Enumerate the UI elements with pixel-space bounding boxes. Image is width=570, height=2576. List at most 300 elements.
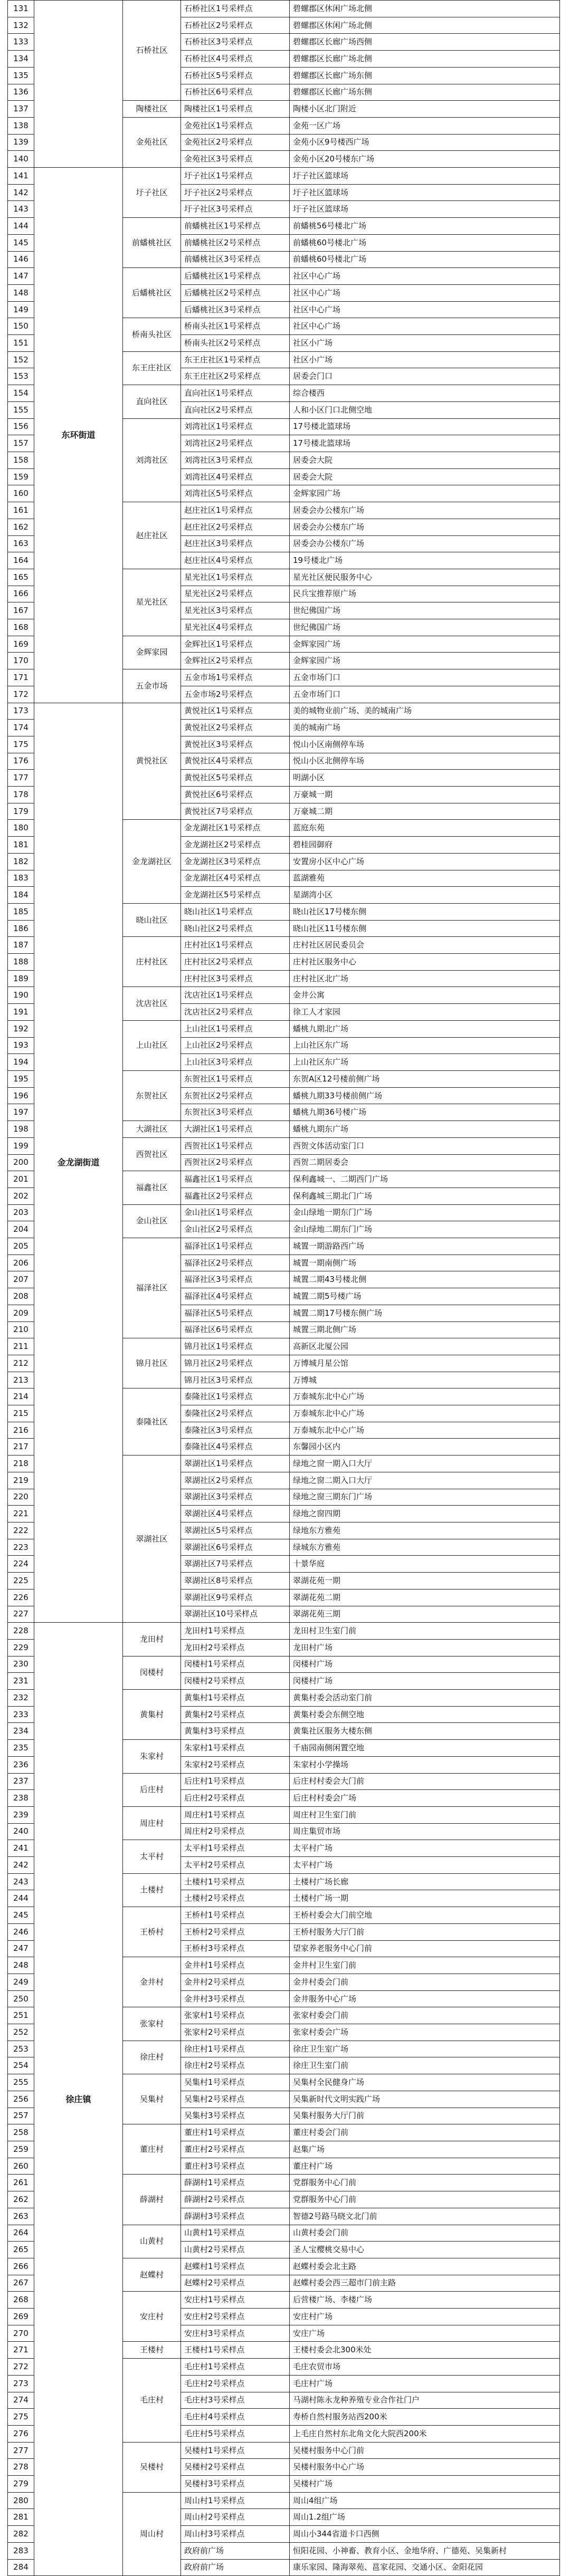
location-cell: 万博城 (290, 1372, 560, 1388)
sampling-point-cell: 吴集村2号采样点 (181, 2091, 290, 2108)
community-cell: 太平村 (123, 1840, 181, 1873)
row-number-cell: 220 (8, 1489, 34, 1506)
location-cell: 碧螺郡区长廊广场北侧 (290, 51, 560, 68)
street-cell (34, 1, 123, 168)
row-number-cell: 256 (8, 2091, 34, 2108)
sampling-point-cell: 翠湖社区1号采样点 (181, 1455, 290, 1472)
sampling-point-cell: 周庄村2号采样点 (181, 1823, 290, 1840)
row-number-cell: 239 (8, 1806, 34, 1823)
sampling-point-cell: 刘湾社区4号采样点 (181, 468, 290, 485)
location-cell: 龙田村广场 (290, 1639, 560, 1656)
row-number-cell: 156 (8, 418, 34, 435)
sampling-point-cell: 西贺社区1号采样点 (181, 1137, 290, 1154)
sampling-point-cell: 前蟠桃社区2号采样点 (181, 234, 290, 251)
row-number-cell: 215 (8, 1405, 34, 1422)
location-cell: 社区小广场 (290, 351, 560, 368)
location-cell: 城置一期游路西广场 (290, 1238, 560, 1255)
sampling-point-cell: 石桥社区5号采样点 (181, 67, 290, 84)
location-cell: 庄村社区居民委员会 (290, 937, 560, 954)
row-number-cell: 224 (8, 1556, 34, 1573)
row-number-cell: 280 (8, 2492, 34, 2509)
row-number-cell: 238 (8, 1790, 34, 1807)
sampling-point-cell: 星光社区3号采样点 (181, 602, 290, 619)
location-cell: 17号楼北篮球场 (290, 418, 560, 435)
row-number-cell: 277 (8, 2442, 34, 2459)
row-number-cell: 132 (8, 17, 34, 34)
location-cell: 蟠桃九期北广场 (290, 1020, 560, 1037)
sampling-point-cell: 晓山社区1号采样点 (181, 903, 290, 920)
row-number-cell: 137 (8, 101, 34, 118)
location-cell: 居委会办公楼东广场 (290, 519, 560, 535)
row-number-cell: 203 (8, 1204, 34, 1221)
community-cell: 金山社区 (123, 1204, 181, 1238)
sampling-point-cell: 龙田村2号采样点 (181, 1639, 290, 1656)
community-cell: 周山村 (123, 2492, 181, 2576)
row-number-cell: 182 (8, 853, 34, 870)
row-number-cell: 190 (8, 987, 34, 1004)
row-number-cell: 152 (8, 351, 34, 368)
row-number-cell: 168 (8, 619, 34, 636)
sampling-point-cell: 赵蝶村2号采样点 (181, 2275, 290, 2292)
location-cell: 金井村卫生室门前 (290, 1957, 560, 1974)
sampling-point-cell: 刘湾社区2号采样点 (181, 435, 290, 452)
row-number-cell: 207 (8, 1271, 34, 1288)
sampling-point-cell: 翠湖社区6号采样点 (181, 1539, 290, 1556)
sampling-point-cell: 董庄村2号采样点 (181, 2141, 290, 2158)
sampling-point-cell: 福鑫社区2号采样点 (181, 1188, 290, 1204)
location-cell: 万博城月星公馆 (290, 1355, 560, 1372)
row-number-cell: 153 (8, 368, 34, 385)
location-cell: 吴集村全民健身广场 (290, 2074, 560, 2091)
sampling-point-cell: 刘湾社区5号采样点 (181, 485, 290, 502)
sampling-point-cell: 圩子社区2号采样点 (181, 184, 290, 201)
table-row (8, 1623, 560, 1640)
row-number-cell: 212 (8, 1355, 34, 1372)
sampling-point-cell: 翠湖社区7号采样点 (181, 1556, 290, 1573)
row-number-cell: 235 (8, 1740, 34, 1757)
location-cell: 绿地之窗三期东门广场 (290, 1489, 560, 1506)
location-cell: 金辉家园广场 (290, 653, 560, 669)
row-number-cell: 253 (8, 2041, 34, 2057)
location-cell: 张家村委会广场 (290, 2024, 560, 2041)
row-number-cell: 193 (8, 1037, 34, 1054)
sampling-point-cell: 福泽社区1号采样点 (181, 1238, 290, 1255)
row-number-cell: 279 (8, 2476, 34, 2493)
sampling-point-cell: 桥南头社区1号采样点 (181, 318, 290, 335)
row-number-cell: 226 (8, 1589, 34, 1606)
sampling-point-cell: 毛庄村1号采样点 (181, 2359, 290, 2376)
sampling-point-cell: 东贺社区2号采样点 (181, 1087, 290, 1104)
community-cell: 前蟠桃社区 (123, 218, 181, 268)
location-cell: 碧螺郡区休闲广场北侧 (290, 17, 560, 34)
sampling-point-cell: 金龙湖社区2号采样点 (181, 837, 290, 854)
row-number-cell: 259 (8, 2141, 34, 2158)
row-number-cell: 198 (8, 1121, 34, 1138)
location-cell: 悦山小区北侧停车场 (290, 753, 560, 770)
location-cell: 世纪佛国广场 (290, 619, 560, 636)
location-cell: 综合楼西 (290, 385, 560, 402)
location-cell: 千庙园南侧闲置空地 (290, 1740, 560, 1757)
sampling-point-cell: 泰隆社区1号采样点 (181, 1388, 290, 1405)
community-cell: 黄悦社区 (123, 703, 181, 820)
sampling-point-cell: 赵庄社区1号采样点 (181, 502, 290, 519)
sampling-point-cell: 东王庄社区2号采样点 (181, 368, 290, 385)
sampling-point-cell: 金龙湖社区3号采样点 (181, 853, 290, 870)
sampling-point-cell: 上山社区3号采样点 (181, 1054, 290, 1071)
row-number-cell: 264 (8, 2225, 34, 2242)
sampling-point-cell: 黄集村1号采样点 (181, 1690, 290, 1707)
table-body (8, 1, 560, 2576)
row-number-cell: 154 (8, 385, 34, 402)
sampling-point-cell: 金辉社区2号采样点 (181, 653, 290, 669)
row-number-cell: 214 (8, 1388, 34, 1405)
row-number-cell: 140 (8, 151, 34, 168)
community-cell: 晓山社区 (123, 903, 181, 936)
row-number-cell: 160 (8, 485, 34, 502)
community-cell: 直向社区 (123, 385, 181, 418)
location-cell: 万泰城东北中心广场 (290, 1388, 560, 1405)
sampling-point-cell: 山黄村1号采样点 (181, 2225, 290, 2242)
row-number-cell: 136 (8, 84, 34, 101)
row-number-cell: 208 (8, 1288, 34, 1305)
sampling-point-cell: 王桥村2号采样点 (181, 1923, 290, 1940)
sampling-point-cell: 翠湖社区3号采样点 (181, 1489, 290, 1506)
sampling-point-cell: 毛庄村5号采样点 (181, 2425, 290, 2442)
location-cell: 毛庄农贸市场 (290, 2359, 560, 2376)
row-number-cell: 166 (8, 586, 34, 602)
sampling-point-cell: 五金市场2号采样点 (181, 686, 290, 703)
location-cell: 后庄村村委会大门前 (290, 1773, 560, 1790)
location-cell: 党群服务中心门前 (290, 2175, 560, 2191)
location-cell: 吴集村服务大厅门前 (290, 2108, 560, 2124)
community-cell: 桥南头社区 (123, 318, 181, 351)
row-number-cell: 151 (8, 335, 34, 352)
sampling-point-cell: 刘湾社区1号采样点 (181, 418, 290, 435)
row-number-cell: 142 (8, 184, 34, 201)
location-cell: 寿桥自然村服务站西200米 (290, 2409, 560, 2426)
location-cell: 碧螺郡区休闲广场北侧 (290, 1, 560, 17)
location-cell: 黄集村委会活动室门前 (290, 1690, 560, 1707)
sampling-point-cell: 赵庄社区3号采样点 (181, 535, 290, 552)
row-number-cell: 191 (8, 1004, 34, 1021)
row-number-cell: 231 (8, 1673, 34, 1690)
sampling-point-cell: 大湖社区1号采样点 (181, 1121, 290, 1138)
location-cell: 金苑小区9号楼西广场 (290, 134, 560, 151)
row-number-cell: 271 (8, 2342, 34, 2359)
row-number-cell: 272 (8, 2359, 34, 2376)
location-cell: 万泰城东北中心广场 (290, 1405, 560, 1422)
location-cell: 社区中心广场 (290, 301, 560, 318)
location-cell: 东贺A区12号楼前侧广场 (290, 1071, 560, 1088)
row-number-cell: 189 (8, 970, 34, 987)
location-cell: 金井公寓 (290, 987, 560, 1004)
row-number-cell: 200 (8, 1154, 34, 1171)
row-number-cell: 158 (8, 452, 34, 468)
location-cell: 星光社区便民服务中心 (290, 569, 560, 586)
location-cell: 徐庄卫生室广场 (290, 2041, 560, 2057)
sampling-point-cell: 土楼村2号采样点 (181, 1890, 290, 1907)
location-cell: 王桥村委会大门前空地 (290, 1907, 560, 1924)
sampling-point-cell: 后庄村1号采样点 (181, 1773, 290, 1790)
sampling-point-cell: 政府前广场 (181, 2542, 290, 2559)
sampling-point-cell: 金山社区2号采样点 (181, 1221, 290, 1238)
row-number-cell: 177 (8, 770, 34, 787)
community-cell: 福泽社区 (123, 1238, 181, 1338)
location-cell: 城置二期43号楼北侧 (290, 1271, 560, 1288)
sampling-point-cell: 上山社区1号采样点 (181, 1020, 290, 1037)
sampling-point-cell: 泰隆社区3号采样点 (181, 1422, 290, 1439)
location-cell: 徐庄卫生室门前 (290, 2057, 560, 2074)
community-cell: 翠湖社区 (123, 1455, 181, 1623)
street-cell: 东环街道 (34, 168, 123, 703)
location-cell: 董庄村委会门前 (290, 2124, 560, 2141)
location-cell: 翠湖花苑三期 (290, 1606, 560, 1623)
community-cell: 上山社区 (123, 1020, 181, 1070)
community-cell: 东贺社区 (123, 1071, 181, 1121)
location-cell: 太平村广场 (290, 1840, 560, 1857)
location-cell: 上毛庄自然村东北角文化大院西200米 (290, 2425, 560, 2442)
location-cell: 社区中心广场 (290, 268, 560, 285)
community-cell: 吴集村 (123, 2074, 181, 2124)
community-cell: 东王庄社区 (123, 351, 181, 385)
row-number-cell: 205 (8, 1238, 34, 1255)
location-cell: 悦山小区南侧停车场 (290, 736, 560, 753)
community-cell: 徐庄村 (123, 2041, 181, 2074)
row-number-cell: 281 (8, 2509, 34, 2526)
row-number-cell: 143 (8, 201, 34, 218)
location-cell: 蟠桃九期东广场 (290, 1121, 560, 1138)
row-number-cell: 222 (8, 1522, 34, 1539)
sampling-point-cell: 福泽社区5号采样点 (181, 1305, 290, 1321)
row-number-cell: 188 (8, 954, 34, 971)
location-cell: 绿地之窗一期入口大厅 (290, 1455, 560, 1472)
location-cell: 晓山社区11号楼东侧 (290, 920, 560, 937)
sampling-point-cell: 金苑社区1号采样点 (181, 117, 290, 134)
sampling-point-cell: 王桥村3号采样点 (181, 1940, 290, 1957)
row-number-cell: 174 (8, 720, 34, 736)
sampling-point-cell: 前蟠桃社区3号采样点 (181, 251, 290, 268)
location-cell: 万豪城二期 (290, 803, 560, 820)
location-cell: 美的城物业前广场、美的城南广场 (290, 703, 560, 720)
row-number-cell: 243 (8, 1873, 34, 1890)
sampling-point-cell: 黄集村2号采样点 (181, 1706, 290, 1723)
row-number-cell: 223 (8, 1539, 34, 1556)
community-cell: 后蟠桃社区 (123, 268, 181, 318)
location-cell: 金辉家园广场 (290, 636, 560, 653)
location-cell: 碧螺郡区长廊广场西侧 (290, 34, 560, 51)
location-cell: 吴集新时代文明实践广场 (290, 2091, 560, 2108)
row-number-cell: 204 (8, 1221, 34, 1238)
sampling-point-cell: 沈店社区1号采样点 (181, 987, 290, 1004)
sampling-point-cell: 董庄村1号采样点 (181, 2124, 290, 2141)
sampling-point-cell: 后蟠桃社区2号采样点 (181, 284, 290, 301)
location-cell: 居委会办公楼东广场 (290, 502, 560, 519)
sampling-point-cell: 直向社区2号采样点 (181, 401, 290, 418)
row-number-cell: 197 (8, 1104, 34, 1121)
community-cell: 山黄村 (123, 2225, 181, 2258)
community-cell: 石桥社区 (123, 1, 181, 101)
location-cell: 智德2号路马晓文北门前 (290, 2208, 560, 2225)
location-cell: 吴楼村服务中心广场 (290, 2459, 560, 2476)
sampling-point-cell: 五金市场1号采样点 (181, 669, 290, 686)
location-cell: 赵蝶村委会西三超市门前主路 (290, 2275, 560, 2292)
sampling-point-cell: 后庄村2号采样点 (181, 1790, 290, 1807)
location-cell: 赵蝶村委会北主路 (290, 2258, 560, 2275)
row-number-cell: 210 (8, 1321, 34, 1338)
row-number-cell: 265 (8, 2242, 34, 2258)
sampling-point-cell: 东贺社区1号采样点 (181, 1071, 290, 1088)
row-number-cell: 283 (8, 2542, 34, 2559)
row-number-cell: 187 (8, 937, 34, 954)
row-number-cell: 274 (8, 2392, 34, 2409)
sampling-point-cell: 前蟠桃社区1号采样点 (181, 218, 290, 235)
location-cell: 东馨园小区内 (290, 1439, 560, 1455)
row-number-cell: 216 (8, 1422, 34, 1439)
location-cell: 党群服务中心门前 (290, 2191, 560, 2208)
row-number-cell: 173 (8, 703, 34, 720)
location-cell: 赵集广场 (290, 2141, 560, 2158)
location-cell: 上山社区东广场 (290, 1054, 560, 1071)
location-cell: 周山4组广场 (290, 2492, 560, 2509)
sampling-point-cell: 周山村3号采样点 (181, 2526, 290, 2543)
sampling-point-cell: 闵楼村2号采样点 (181, 1673, 290, 1690)
sampling-point-cell: 石桥社区3号采样点 (181, 34, 290, 51)
location-cell: 庄村社区服务中心 (290, 954, 560, 971)
community-cell: 朱家村 (123, 1740, 181, 1773)
community-cell: 圩子社区 (123, 168, 181, 218)
location-cell: 金苑一区广场 (290, 117, 560, 134)
row-number-cell: 234 (8, 1723, 34, 1740)
row-number-cell: 284 (8, 2559, 34, 2576)
location-cell: 17号楼北篮球场 (290, 435, 560, 452)
location-cell: 马湖村陈永龙种养殖专业合作社门户 (290, 2392, 560, 2409)
community-cell: 金井村 (123, 1957, 181, 2007)
row-number-cell: 211 (8, 1338, 34, 1355)
row-number-cell: 258 (8, 2124, 34, 2141)
row-number-cell: 146 (8, 251, 34, 268)
community-cell: 龙田村 (123, 1623, 181, 1656)
row-number-cell: 131 (8, 1, 34, 17)
location-cell: 明湖小区 (290, 770, 560, 787)
location-cell: 陶楼小区北门附近 (290, 101, 560, 118)
row-number-cell: 261 (8, 2175, 34, 2191)
sampling-point-cell: 徐庄村2号采样点 (181, 2057, 290, 2074)
row-number-cell: 268 (8, 2292, 34, 2309)
row-number-cell: 247 (8, 1940, 34, 1957)
sampling-point-cell: 金井村1号采样点 (181, 1957, 290, 1974)
sampling-point-cell: 刘湾社区3号采样点 (181, 452, 290, 468)
row-number-cell: 206 (8, 1255, 34, 1271)
location-cell: 王桥村服务大厅门前 (290, 1923, 560, 1940)
row-number-cell: 194 (8, 1054, 34, 1071)
sampling-point-cell: 毛庄村4号采样点 (181, 2409, 290, 2426)
sampling-point-cell: 石桥社区2号采样点 (181, 17, 290, 34)
sampling-point-cell: 王桥村1号采样点 (181, 1907, 290, 1924)
sampling-point-cell: 圩子社区3号采样点 (181, 201, 290, 218)
location-cell: 周山小344省道卡口西侧 (290, 2526, 560, 2543)
location-cell: 绿地之窗二期入口大厅 (290, 1472, 560, 1489)
sampling-point-cell: 张家村2号采样点 (181, 2024, 290, 2041)
row-number-cell: 213 (8, 1372, 34, 1388)
location-cell: 蓝湖雅苑 (290, 870, 560, 887)
sampling-point-cell: 赵蝶村1号采样点 (181, 2258, 290, 2275)
location-cell: 前蟠桃56号楼北广场 (290, 218, 560, 235)
location-cell: 圣人宝樱桃交易中心 (290, 2242, 560, 2258)
location-cell: 龙田村卫生室门前 (290, 1623, 560, 1640)
location-cell: 碧桂园御府 (290, 837, 560, 854)
location-cell: 保利鑫城一、二期西门广场 (290, 1171, 560, 1188)
row-number-cell: 218 (8, 1455, 34, 1472)
row-number-cell: 254 (8, 2057, 34, 2074)
row-number-cell: 229 (8, 1639, 34, 1656)
row-number-cell: 163 (8, 535, 34, 552)
location-cell: 19号楼北广场 (290, 552, 560, 569)
location-cell: 金山绿地一期东门广场 (290, 1204, 560, 1221)
row-number-cell: 246 (8, 1923, 34, 1940)
row-number-cell: 176 (8, 753, 34, 770)
row-number-cell: 181 (8, 837, 34, 854)
community-cell: 五金市场 (123, 669, 181, 703)
row-number-cell: 157 (8, 435, 34, 452)
location-cell: 城置二期17号楼东侧广场 (290, 1305, 560, 1321)
sampling-point-cell: 周山村1号采样点 (181, 2492, 290, 2509)
location-cell: 晓山社区17号楼东侧 (290, 903, 560, 920)
row-number-cell: 196 (8, 1087, 34, 1104)
community-cell: 吴楼村 (123, 2442, 181, 2492)
community-cell: 毛庄村 (123, 2359, 181, 2443)
row-number-cell: 133 (8, 34, 34, 51)
sampling-point-cell: 泰隆社区2号采样点 (181, 1405, 290, 1422)
location-cell: 前蟠桃60号楼北广场 (290, 251, 560, 268)
sampling-point-cell: 金辉社区1号采样点 (181, 636, 290, 653)
row-number-cell: 186 (8, 920, 34, 937)
community-cell: 周庄村 (123, 1806, 181, 1840)
row-number-cell: 269 (8, 2309, 34, 2325)
sampling-point-cell: 陶楼社区1号采样点 (181, 101, 290, 118)
location-cell: 城置三期北侧广场 (290, 1321, 560, 1338)
sampling-point-cell: 周山村2号采样点 (181, 2509, 290, 2526)
sampling-point-cell: 黄悦社区1号采样点 (181, 703, 290, 720)
row-number-cell: 178 (8, 787, 34, 803)
sampling-point-cell: 福泽社区3号采样点 (181, 1271, 290, 1288)
sampling-point-cell: 赵庄社区4号采样点 (181, 552, 290, 569)
sampling-point-cell: 安庄村2号采样点 (181, 2309, 290, 2325)
location-cell: 闵楼村广场 (290, 1656, 560, 1673)
row-number-cell: 161 (8, 502, 34, 519)
row-number-cell: 149 (8, 301, 34, 318)
sampling-point-cell: 金山社区1号采样点 (181, 1204, 290, 1221)
sampling-point-cell: 金井村3号采样点 (181, 1990, 290, 2007)
location-cell: 五金市场门口 (290, 669, 560, 686)
location-cell: 碧螺郡区长廊广场东侧 (290, 84, 560, 101)
community-cell: 赵蝶村 (123, 2258, 181, 2291)
row-number-cell: 199 (8, 1137, 34, 1154)
community-cell: 土楼村 (123, 1873, 181, 1907)
location-cell: 安庄村广场 (290, 2309, 560, 2325)
sampling-point-cell: 赵庄社区2号采样点 (181, 519, 290, 535)
location-cell: 安置房小区中心广场 (290, 853, 560, 870)
location-cell: 土楼村广场长廊 (290, 1873, 560, 1890)
location-cell: 绿城东方雅苑 (290, 1539, 560, 1556)
location-cell: 黄集社区服务大楼东侧 (290, 1723, 560, 1740)
row-number-cell: 251 (8, 2007, 34, 2024)
sampling-point-cell: 直向社区1号采样点 (181, 385, 290, 402)
row-number-cell: 202 (8, 1188, 34, 1204)
sampling-point-cell: 金龙湖社区4号采样点 (181, 870, 290, 887)
location-cell: 太平村广场 (290, 1857, 560, 1874)
sampling-point-cell: 沈店社区2号采样点 (181, 1004, 290, 1021)
sampling-point-cell: 黄悦社区7号采样点 (181, 803, 290, 820)
